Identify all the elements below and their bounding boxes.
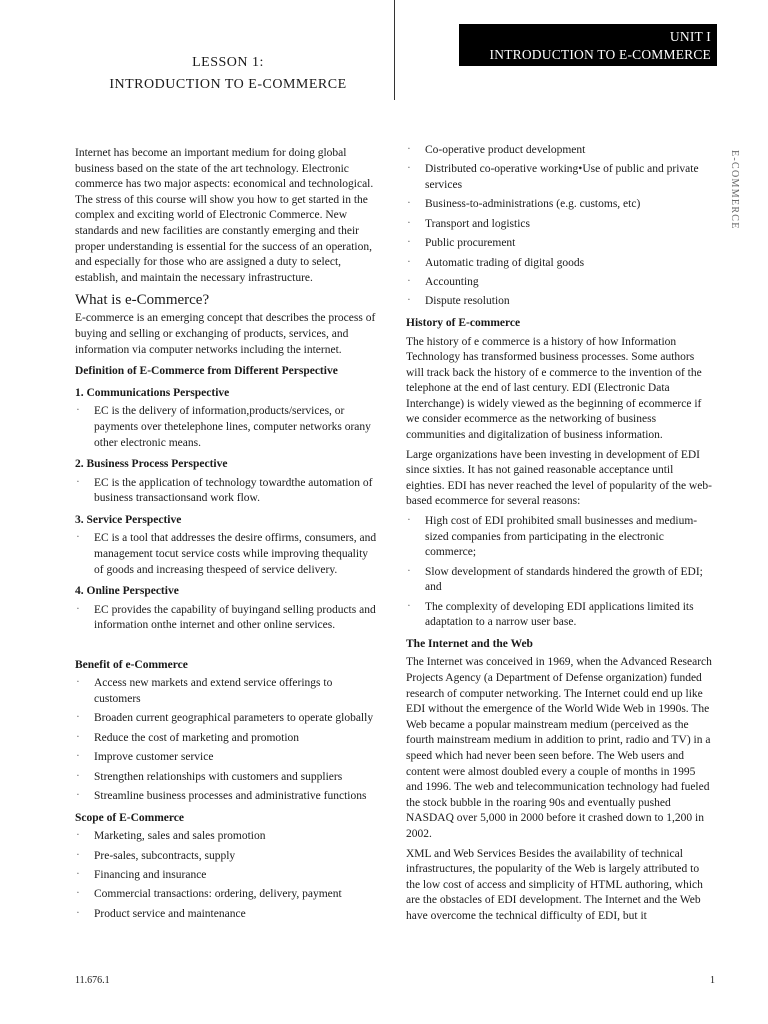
communications-perspective-heading: 1. Communications Perspective — [75, 386, 230, 399]
list-item: · Business-to-administrations (e.g. customs, etc) — [406, 197, 714, 213]
list-item: · Dispute resolution — [406, 294, 714, 310]
list-item: · Distributed co-operative working•Use of public and private services — [406, 162, 714, 193]
list-item: · Streamline business processes and administrative functions — [75, 789, 379, 805]
list-item: · EC is the application of technology towardthe automation of business transactionsand work flow. — [75, 476, 379, 507]
right-column — [406, 143, 714, 928]
online-perspective-heading: 4. Online Perspective — [75, 585, 179, 598]
history-heading: History of E-commerce — [406, 316, 521, 329]
scope-list — [75, 829, 379, 922]
list-item: · Marketing, sales and sales promotion — [75, 829, 379, 845]
unit-banner — [459, 24, 717, 66]
business-process-perspective-list — [75, 476, 379, 507]
list-item: · EC provides the capability of buyingand selling products and information onthe internet and other online services. — [75, 603, 379, 634]
list-item: · Automatic trading of digital goods — [406, 256, 714, 272]
benefit-list — [75, 676, 379, 804]
what-is-ecommerce-heading: What is e-Commerce? — [75, 292, 210, 309]
online-perspective-list — [75, 603, 379, 634]
list-item: · Co-operative product development — [406, 143, 714, 159]
list-item: · Commercial transactions: ordering, delivery, payment — [75, 887, 379, 903]
list-item: · Accounting — [406, 275, 714, 291]
list-item: · EC is a tool that addresses the desire offirms, consumers, and management tocut service costs while improving thequality of goods and increasing thespeed of service delivery. — [75, 531, 379, 578]
service-perspective-list — [75, 531, 379, 578]
list-item: · High cost of EDI prohibited small businesses and medium-sized companies from participating in the electronic commerce; — [406, 514, 714, 561]
service-perspective-heading: 3. Service Perspective — [75, 513, 182, 526]
list-item: · EC is the delivery of information,products/services, or payments over thetelephone lines, computer networks orany other electronic means. — [75, 404, 379, 451]
list-item: · Product service and maintenance — [75, 907, 379, 923]
internet-paragraph-2: XML and Web Services Besides the availability of technical infrastructures, the popularity of the Web is largely attributed to the low cost of access and simplicity of HTML authoring, which are the obstacles of EDI development. The Internet and the Web have overcome the technical difficulty of EDI, but it — [406, 847, 703, 922]
list-item: · Strengthen relationships with customers and suppliers — [75, 770, 379, 786]
edi-reasons-list — [406, 514, 714, 631]
lesson-title-block — [60, 52, 396, 96]
unit-title: INTRODUCTION TO E-COMMERCE — [489, 47, 711, 62]
left-column — [75, 146, 379, 926]
internet-paragraph-1: The Internet was conceived in 1969, when the Advanced Research Projects Agency (a Department of Defense organization) funded research of computer networking. The Internet could end up like EDI without the emergence of the World Wide Web in 1990s. The Web became a popular mainstream medium (perceived as the fourth mainstream medium in addition to print, radio and TV) in a speed which had never been seen before. The Web users and content were almost doubled every a couple of months in 1995 and 1996. The web and telecommunication technology had fueled the stock bubble in the roaring 90s and eventually pushed NASDAQ over 5,000 in 2000 before it crashed down to 1,200 in 2002. — [406, 656, 712, 840]
list-item: · Transport and logistics — [406, 217, 714, 233]
list-item: · Financing and insurance — [75, 868, 379, 884]
lesson-title: INTRODUCTION TO E-COMMERCE — [109, 77, 347, 92]
unit-label: UNIT I — [669, 29, 711, 44]
list-item: · Access new markets and extend service offerings to customers — [75, 676, 379, 707]
history-paragraph-2: Large organizations have been investing in development of EDI since sixties. It has not gained reasonable acceptance until eighties. EDI has never reached the level of popularity of the web-based ecommerce for several reasons: — [406, 448, 712, 508]
list-item: · Reduce the cost of marketing and promotion — [75, 731, 379, 747]
scope-list-continued — [406, 143, 714, 310]
page-number: 1 — [710, 975, 715, 986]
business-process-perspective-heading: 2. Business Process Perspective — [75, 458, 228, 471]
internet-web-heading: The Internet and the Web — [406, 637, 533, 650]
list-item: · Improve customer service — [75, 750, 379, 766]
spacer — [75, 638, 379, 652]
lesson-label: LESSON 1: — [192, 55, 264, 70]
list-item: · Broaden current geographical parameters to operate globally — [75, 711, 379, 727]
side-running-label: E-COMMERCE — [729, 150, 740, 230]
list-item: · Slow development of standards hindered the growth of EDI; and — [406, 565, 714, 596]
definition-heading: Definition of E-Commerce from Different Perspective — [75, 365, 338, 378]
what-is-ecommerce-text: E-commerce is an emerging concept that describes the process of buying and selling or exchanging of products, services, and information via computer networks including the internet. — [75, 312, 376, 356]
list-item: · Public procurement — [406, 236, 714, 252]
benefit-heading: Benefit of e-Commerce — [75, 658, 188, 671]
list-item: · The complexity of developing EDI applications limited its adaptation to a narrow user base. — [406, 600, 714, 631]
intro-paragraph: Internet has become an important medium for doing global business based on the state of the art technology. Electronic commerce has two major aspects: economical and technological. The stress of this course will show you how to get started in the complex and exciting world of Electronic Commerce. New standards and new facilities are constantly emerging and their proper understanding is essential for the success of an operation, and especially for those who are assigned a duty to select, establish, and maintain the necessary infrastructure. — [75, 147, 374, 284]
scope-heading: Scope of E-Commerce — [75, 811, 185, 824]
footer-code: 11.676.1 — [75, 975, 110, 986]
communications-perspective-list — [75, 404, 379, 451]
history-paragraph-1: The history of e commerce is a history of how Information Technology has transformed business processes. Some authors will track back the history of e commerce to the invention of the telephone at the end of last century. EDI (Electronic Data Interchange) is widely viewed as the beginning of ecommerce if we consider ecommerce as the networking of business communities and digitalization of business information. — [406, 335, 702, 442]
list-item: · Pre-sales, subcontracts, supply — [75, 849, 379, 865]
